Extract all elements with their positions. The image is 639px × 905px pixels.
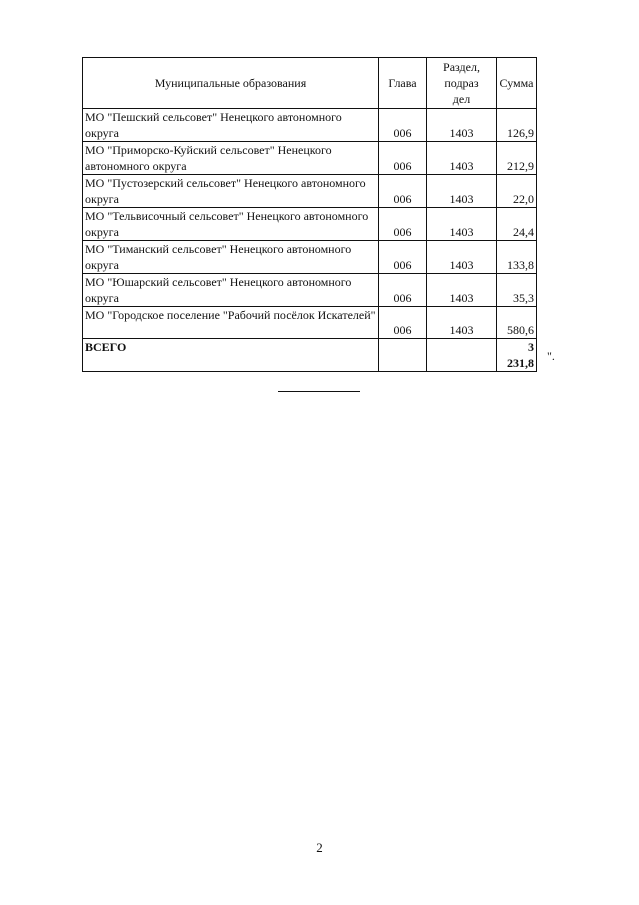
allocation-table <box>82 57 537 372</box>
row-razdel: 1403 <box>427 208 497 241</box>
header-razdel <box>427 58 497 109</box>
header-summa: Сумма <box>497 58 537 109</box>
row-glava: 006 <box>379 241 427 274</box>
table-row <box>83 274 537 307</box>
row-glava: 006 <box>379 208 427 241</box>
row-razdel: 1403 <box>427 175 497 208</box>
separator-line <box>278 391 360 392</box>
row-summa: 133,8 <box>497 241 537 274</box>
total-row <box>83 339 537 372</box>
header-razdel-line1: Раздел, <box>443 60 480 74</box>
row-name: МО "Пустозерский сельсовет" Ненецкого автономного округа <box>83 175 379 208</box>
table-row <box>83 241 537 274</box>
row-razdel: 1403 <box>427 109 497 142</box>
row-summa: 212,9 <box>497 142 537 175</box>
table-row <box>83 208 537 241</box>
table-row <box>83 142 537 175</box>
header-razdel-line3: дел <box>452 92 471 106</box>
row-summa: 24,4 <box>497 208 537 241</box>
table-header-row <box>83 58 537 109</box>
row-summa: 22,0 <box>497 175 537 208</box>
header-razdel-line2: подраз <box>444 76 479 90</box>
table-row <box>83 109 537 142</box>
header-municipalities: Муниципальные образования <box>83 58 379 109</box>
row-glava: 006 <box>379 175 427 208</box>
table-row <box>83 175 537 208</box>
total-summa: 3 231,8 <box>497 339 537 372</box>
total-glava-empty <box>379 339 427 372</box>
row-summa: 580,6 <box>497 307 537 339</box>
closing-quote: ". <box>547 349 555 363</box>
page-number: 2 <box>316 840 323 855</box>
row-razdel: 1403 <box>427 241 497 274</box>
row-glava: 006 <box>379 142 427 175</box>
row-razdel: 1403 <box>427 274 497 307</box>
total-label: ВСЕГО <box>83 339 379 372</box>
row-glava: 006 <box>379 109 427 142</box>
row-name: МО "Тиманский сельсовет" Ненецкого автономного округа <box>83 241 379 274</box>
row-razdel: 1403 <box>427 142 497 175</box>
total-razdel-empty <box>427 339 497 372</box>
row-summa: 126,9 <box>497 109 537 142</box>
header-glava: Глава <box>379 58 427 109</box>
row-name: МО "Пешский сельсовет" Ненецкого автономного округа <box>83 109 379 142</box>
row-glava: 006 <box>379 274 427 307</box>
table-row <box>83 307 537 339</box>
row-name: МО "Юшарский сельсовет" Ненецкого автономного округа <box>83 274 379 307</box>
row-razdel: 1403 <box>427 307 497 339</box>
row-glava: 006 <box>379 307 427 339</box>
row-name: МО "Городское поселение "Рабочий посёлок Искателей" <box>83 307 379 339</box>
row-name: МО "Тельвисочный сельсовет" Ненецкого автономного округа <box>83 208 379 241</box>
row-name: МО "Приморско-Куйский сельсовет" Ненецкого автономного округа <box>83 142 379 175</box>
row-summa: 35,3 <box>497 274 537 307</box>
